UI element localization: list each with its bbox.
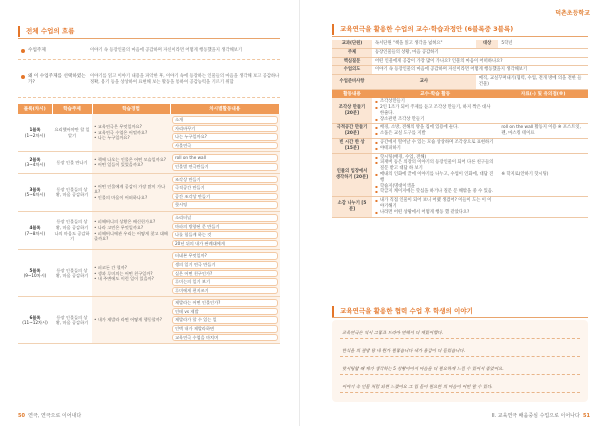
activity-item: 터네븐 무엇일까? — [172, 252, 278, 260]
block-time: (9~10차시) — [23, 273, 47, 279]
activity-cell — [170, 297, 280, 344]
right-section-title: 교육연극을 활용한 수업의 교수·학습과정안 (6블록중 3블록) — [332, 24, 513, 35]
activity-item: 나는 누구일까요? — [172, 133, 278, 141]
table-row — [18, 114, 280, 152]
step-note: ※ 학지로(안하기 핫시팅) — [498, 153, 588, 197]
step-note: roll on the wall 활동지 이용 ※ 포스트잇, 펜, 마스킹 테이프 — [498, 124, 588, 139]
topic-cell: 동장 인물 만나기 — [52, 152, 92, 173]
note-line — [340, 356, 580, 357]
left-footer — [18, 412, 81, 419]
step-row — [332, 153, 588, 197]
plan-key: 수업의도 — [332, 66, 372, 75]
block-cell — [18, 152, 52, 173]
table-row — [18, 173, 280, 211]
plan-key: 핵심질문 — [332, 57, 372, 66]
step-note — [498, 98, 588, 124]
block-cell — [18, 173, 52, 211]
step-note — [498, 197, 588, 217]
experience-item: • 나라 고민은 무엇일까요? — [94, 225, 144, 231]
step-name: 소감 나누기 [5분] — [332, 197, 372, 217]
plan-value: 등장인물들의 상황, 마음 공감하기 — [372, 48, 588, 57]
step-row — [332, 197, 588, 217]
activity-item: 제발라가 할 수 있는 일 — [172, 316, 278, 324]
step-activities — [372, 124, 498, 139]
experience-item: • 나는 누구일까요? — [94, 135, 130, 141]
experience-item: • 피해버니에관 우리는 어떻게 찾고 대해 줄까요? — [94, 230, 168, 242]
step-item: ▪ 매내의 인화에 끝에 이야기를 나누고, 수업이 인화에, 대답 진행 — [375, 172, 495, 184]
footer-text: II. 교육연극 배움중심 수업으로 이어나다 — [491, 413, 580, 419]
info-row-reason — [18, 62, 280, 98]
block-time: (11~12차시) — [22, 320, 48, 326]
left-section-title: 전체 수업의 흐름 — [18, 26, 74, 37]
experience-item: • 피해버니의 상황은 배신헌가요? — [94, 219, 156, 225]
student-note: 이야기 속 인물 처럼 되면 느꼈어요 그 입 들이 필요한 의 마음이 어떤 알 수 있다. — [342, 385, 493, 390]
block-cell — [18, 211, 52, 249]
activity-item: 20년 뒤의 내가 판례대에게 — [172, 240, 278, 248]
step-item: ▪ 조각상만들기 — [375, 99, 495, 105]
activity-item: 소개 — [172, 116, 278, 124]
activity-cell — [170, 173, 280, 211]
experience-cell — [92, 250, 170, 297]
step-name: 극적공간 만들기 [20분] — [332, 124, 372, 139]
block-label: 4블록 — [29, 225, 41, 231]
footer-text: 연극, 연극으로 이어내다 — [28, 413, 82, 419]
experience-item: • 책에 나오는 인물은 어떤 모습일까요? — [94, 156, 167, 162]
topic-cell: 동장 인물들의 상황, 마음 공감하기 — [52, 173, 92, 211]
block-time: (1~2차시) — [24, 132, 46, 138]
activity-item: 극적공간 만들기 — [172, 184, 278, 192]
block-label: 6블록 — [29, 314, 41, 320]
activity-item: 소리터널 — [172, 214, 278, 222]
left-title-rule — [18, 38, 280, 39]
step-name: 조각상 만들기 [20분] — [332, 98, 372, 124]
info-key: 왜 이 수업주제를 선택하였는가? — [18, 74, 90, 86]
note-line — [340, 392, 580, 393]
activity-cell — [170, 250, 280, 297]
student-notes-box — [332, 320, 588, 402]
plan-row — [332, 57, 588, 66]
col-header: 교수·학습 활동 — [372, 89, 498, 98]
activity-item: 인물별 연극만들기 — [172, 163, 278, 171]
col-header: 차시별활동내용 — [170, 104, 280, 114]
plan-key: 교과(단원) — [332, 40, 372, 48]
lesson-plan-table — [332, 40, 588, 218]
right-section2-rule — [332, 317, 588, 318]
flow-table — [18, 104, 280, 344]
activity-item: 생의 일기 연극 만들기 — [172, 261, 278, 269]
step-name: 빈 시간 한 상 [15분] — [332, 139, 372, 154]
step-activities — [372, 98, 498, 124]
experience-item: • 교육연극은 무엇일까요? — [94, 124, 142, 130]
activity-item: 자리바꾸기 — [172, 125, 278, 133]
activity-cell — [170, 211, 280, 249]
block-time: (5~6차시) — [24, 192, 46, 198]
activity-item: 제발라는 어떤 인물인가? — [172, 299, 278, 307]
table-row — [18, 152, 280, 173]
plan-row — [332, 48, 588, 57]
steps-header-row — [332, 89, 588, 98]
activity-item: 핫시팅 — [172, 201, 278, 209]
step-item: ▪ 배경, 소방, 전해의 방을 집에 있용에 둔다. — [375, 125, 495, 131]
block-cell — [18, 297, 52, 344]
block-time: (3~4차시) — [24, 162, 46, 168]
experience-item: • 인물의 마음이 어떠하나요? — [94, 195, 148, 201]
plan-key: 대상 — [476, 40, 498, 48]
activity-item: 인덱 내가 제발라하면 — [172, 325, 278, 333]
experience-cell — [92, 114, 170, 152]
student-note: 교육연극은 역시 그렇죠 드라마 연해서 더 재밌어했다. — [342, 331, 443, 336]
block-cell — [18, 250, 52, 297]
plan-key: 수업준비사항 — [332, 75, 372, 90]
activity-item: roll on the wall — [172, 154, 278, 162]
col-header: 학습주제 — [52, 104, 92, 114]
table-row — [18, 250, 280, 297]
experience-item: • 어떤 일들이 있었을까요? — [94, 162, 144, 168]
experience-item: • 생과 루미의는 어떤 친구일까? — [94, 270, 153, 276]
table-row — [18, 211, 280, 249]
plan-row — [332, 66, 588, 75]
activity-item: 마파의 방향된 문 만들기 — [172, 223, 278, 231]
page-number: 51 — [583, 413, 590, 419]
activity-item: 실은 어떤 친구인가? — [172, 270, 278, 278]
right-title-rule — [332, 36, 588, 37]
step-item: ▪ 학습지(명대이색을 — [375, 184, 495, 190]
plan-value: 어떤 인물에게 공감이 가장 많이 가나요? 인물의 마음이 어떠하나요? — [372, 57, 588, 66]
step-item: ▪ 학급지 케이지에는 핫십을 하거나 질문 문 해밖을 중 수 있음. — [375, 189, 495, 195]
step-item: ▪ 소품은 교실 도구를 지발 — [375, 131, 495, 137]
experience-item: • 어떤 인물에게 공감이 가장 많이 가나요? — [94, 183, 166, 195]
right-footer — [492, 412, 590, 419]
experience-cell — [92, 297, 170, 344]
step-activities — [372, 197, 498, 217]
activity-cell — [170, 152, 280, 173]
experience-cell — [92, 211, 170, 249]
experience-item: • 내 주변에도 이런 일이 있을까? — [94, 276, 154, 282]
step-item: ▪ 공간에서 떨어날 수 있는 모습 상상하며 조각상으로 표현하기 — [375, 140, 495, 146]
step-row — [332, 98, 588, 124]
col-header: 학습경험 — [92, 104, 170, 114]
student-note: 한식을 의 결방 당 내 뭔가 필렇습니다 내가 용감이 더 들었습니다. — [342, 349, 465, 354]
block-label: 2블록 — [29, 156, 41, 162]
step-item: ▪ 야테피하기 — [375, 146, 495, 152]
activity-item: 사물연극 — [172, 142, 278, 150]
info-value: 이야기 속 등장인물의 마음에 공감하며 자신이라면 어떻게 행동했을지 생각해보기 — [90, 47, 243, 53]
topic-cell: 등장 인물들의 상황, 마음 공감하기 — [52, 297, 92, 344]
experience-cell — [92, 173, 170, 211]
activity-item: 루미에게 편지쓰기 — [172, 287, 278, 295]
activity-item: 조각상 만들기 — [172, 176, 278, 184]
block-cell — [18, 114, 52, 152]
topic-cell: 요리했어야만 할 일 알기 — [52, 114, 92, 152]
block-time: (7~8차시) — [24, 230, 46, 236]
experience-item: • 교육연극 수업은 어떨까요? — [94, 129, 148, 135]
activity-item: 인테 vs 제발 — [172, 308, 278, 316]
table-row — [18, 297, 280, 344]
step-activities — [372, 153, 498, 197]
col-header: 활동내용 — [332, 89, 372, 98]
activity-item: 교육연극 수업을 마치며 — [172, 334, 278, 342]
plan-key: 주제 — [332, 48, 372, 57]
experience-item: • 퍼코돈 간 혈까? — [94, 264, 127, 270]
step-item: ▪ 나라면 어떤 상황에서 어떻게 행동 했 같았다요? — [375, 210, 495, 216]
step-item: ▪ 내가 직접 인물이 되어 보니 어땠 생겼어? 이들이 도는 이 이야기해기 — [375, 198, 495, 210]
step-row — [332, 124, 588, 139]
col-header: 자료(-) 및 유의점(※) — [498, 89, 588, 98]
info-key: 수업주제 — [18, 48, 90, 54]
note-line — [340, 374, 580, 375]
block-label: 5블록 — [29, 267, 41, 273]
block-label: 3블록 — [29, 186, 41, 192]
experience-item: • 내가 제발라 라면 어떻게 행동할까? — [94, 317, 162, 323]
plan-value: 메직, 교실꾸며내기(협력, 수업, 전개 방에 의을 전한 들건물) — [476, 75, 588, 90]
plan-value: 이야기 속 등장인물의 마음에 공감하며 자신이라면 어떻게 행동했을지 생각해보기 — [372, 66, 588, 75]
activity-cell — [170, 114, 280, 152]
student-note: 핫시팅할 때 제가 생각하는 5 상황이어서 마음을 더 필요하게 느낄 수 있어서 좋았어요. — [342, 367, 504, 372]
plan-value: 독서단원 "책을 읽고 생각을 넓혀요" — [372, 40, 476, 48]
topic-cell: 등장 인물들의 상황, 마음 공감하기 — [52, 250, 92, 297]
step-item: ▪ 피재버 등은 의장의 이야기의 등장인물이 되어 다른 친구들의 질문 받고 대답 하 보기 — [375, 160, 495, 172]
step-item: ▪ 장소관련 조각상 만들기 — [375, 117, 495, 123]
step-item: ▪ 핫시팅(배경, 수업, 전해) — [375, 155, 495, 161]
plan-value: 5학년 — [498, 40, 588, 48]
plan-row — [332, 40, 588, 48]
plan-row — [332, 75, 588, 90]
col-header: 블록(차시) — [18, 104, 52, 114]
info-row-topic — [18, 42, 280, 60]
activity-item: 공간 조각상 만들기 — [172, 193, 278, 201]
step-note — [498, 139, 588, 154]
right-section2-title: 교육연극을 활용한 협력 수업 후 학생의 이야기 — [332, 306, 473, 317]
step-activities — [372, 139, 498, 154]
page-number: 50 — [18, 413, 25, 419]
plan-value: 교사 — [372, 75, 476, 90]
topic-cell: 등장 인물들의 상황, 마음 공감하기 나의 마음도 공감하기 — [52, 211, 92, 249]
block-label: 1블록 — [29, 127, 41, 133]
step-row — [332, 139, 588, 154]
info-value: 이야기를 읽고 이야기 내용을 파악한 후, 이야기 속에 등장하는 인물들의 마음을 생각해 보고 공감하나 정확, 용기 등을 상상하여 표현해 보는 활동을 통하여 공감능력을 기르기 위함 — [90, 73, 280, 85]
school-name: 덕촌초등학교 — [555, 10, 590, 17]
activity-item: 나를 힘들게 하는 것 — [172, 231, 278, 239]
step-name: 인물의 입장에서 생각하기 [20분] — [332, 153, 372, 197]
experience-cell — [92, 152, 170, 173]
note-line — [340, 338, 580, 339]
activity-item: 루미는의 일기 보기 — [172, 278, 278, 286]
step-item: ▪ 2인 1조가 되어 주제를 듣고 조각상 만들기, 하지 짝은 대사 한줄다. — [375, 105, 495, 117]
